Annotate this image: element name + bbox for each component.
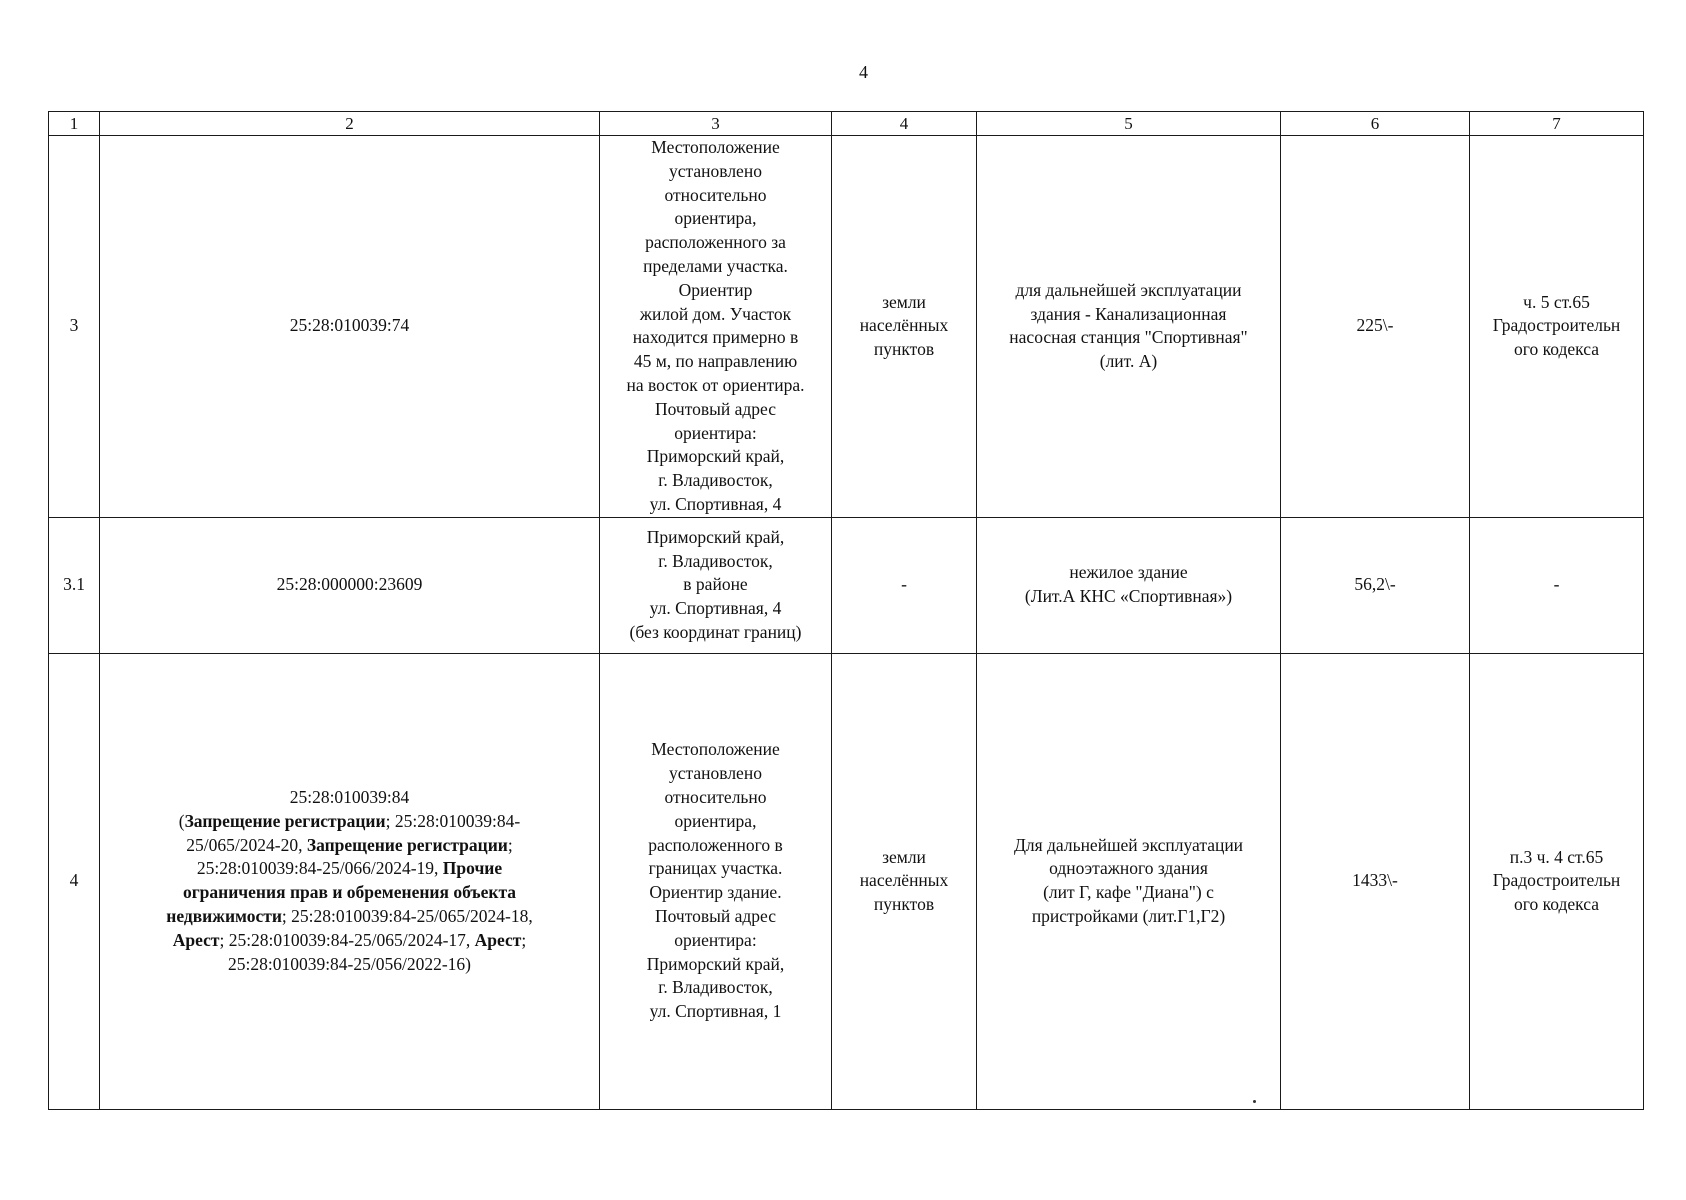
- permitted-use-cell: Для дальнейшей эксплуатации одноэтажного здания (лит Г, кафе "Диана") с пристройками (лит.Г1,Г2): [977, 653, 1281, 1109]
- row-number-cell: 3: [49, 136, 100, 518]
- legal-basis-cell: ч. 5 ст.65 Градостроительн ого кодекса: [1470, 136, 1644, 518]
- column-header: 4: [832, 112, 977, 136]
- cadastral-text: 25:28:010039:84 (: [178, 787, 410, 831]
- encumbrance-type: Запрещение регистрации: [306, 834, 508, 855]
- column-header: 1: [49, 112, 100, 136]
- cadastral-text: ; 25:28:010039:84- 25/065/2024-20,: [186, 810, 521, 855]
- encumbrance-type: Прочие ограничения прав и обременения объекта недвижимости: [166, 858, 517, 927]
- row-number-cell: 4: [49, 653, 100, 1109]
- location-cell: Местоположение установлено относительно ориентира, расположенного за пределами участка. Ориентир жилой дом. Участок находится примерно в 45 м, по направлению на восток от ориентира. Почтовый адрес ориентира: Приморский край, г. Владивосток, ул. Спортивная, 4: [600, 136, 832, 518]
- cadastral-text: ; 25:28:010039:84-25/065/2024-17,: [219, 929, 475, 950]
- cadastral-text: ; 25:28:010039:84-25/065/2024-18,: [281, 906, 533, 927]
- encumbrance-type: Запрещение регистрации: [184, 810, 386, 831]
- area-cell: 56,2\-: [1281, 517, 1470, 653]
- cadastral-number-cell: [100, 517, 600, 653]
- column-header: 7: [1470, 112, 1644, 136]
- land-category-cell: земли населённых пунктов: [832, 136, 977, 518]
- legal-basis-cell: п.3 ч. 4 ст.65 Градостроительн ого кодекса: [1470, 653, 1644, 1109]
- area-cell: 1433\-: [1281, 653, 1470, 1109]
- location-cell: Местоположение установлено относительно ориентира, расположенного в границах участка. Ориентир здание. Почтовый адрес ориентира: Приморский край, г. Владивосток, ул. Спортивная, 1: [600, 653, 832, 1109]
- table-row: [49, 653, 1644, 1109]
- column-header: 5: [977, 112, 1281, 136]
- area-cell: 225\-: [1281, 136, 1470, 518]
- location-cell: Приморский край, г. Владивосток, в районе ул. Спортивная, 4 (без координат границ): [600, 517, 832, 653]
- table-row: [49, 136, 1644, 518]
- land-category-cell: -: [832, 517, 977, 653]
- encumbrance-type: Арест: [172, 929, 220, 950]
- land-category-cell: земли населённых пунктов: [832, 653, 977, 1109]
- column-header: 3: [600, 112, 832, 136]
- cadastral-text: ; 25:28:010039:84-25/066/2024-19,: [196, 834, 513, 879]
- scan-speck: [1253, 1100, 1256, 1103]
- row-number-cell: 3.1: [49, 517, 100, 653]
- table-row: [49, 517, 1644, 653]
- column-header: 6: [1281, 112, 1470, 136]
- permitted-use-cell: для дальнейшей эксплуатации здания - Канализационная насосная станция "Спортивная" (лит. А): [977, 136, 1281, 518]
- page-number: 4: [859, 62, 868, 82]
- cadastral-text: ; 25:28:010039:84-25/056/2022-16): [227, 929, 527, 974]
- legal-basis-cell: -: [1470, 517, 1644, 653]
- cadastral-text: 25:28:010039:74: [289, 315, 410, 336]
- cadastral-text: 25:28:000000:23609: [276, 574, 423, 595]
- land-plots-table: [48, 111, 1644, 1110]
- table-header-row: [49, 112, 1644, 136]
- permitted-use-cell: нежилое здание (Лит.А КНС «Спортивная»): [977, 517, 1281, 653]
- cadastral-number-cell: [100, 136, 600, 518]
- encumbrance-type: Арест: [474, 929, 522, 950]
- column-header: 2: [100, 112, 600, 136]
- cadastral-number-cell: [100, 653, 600, 1109]
